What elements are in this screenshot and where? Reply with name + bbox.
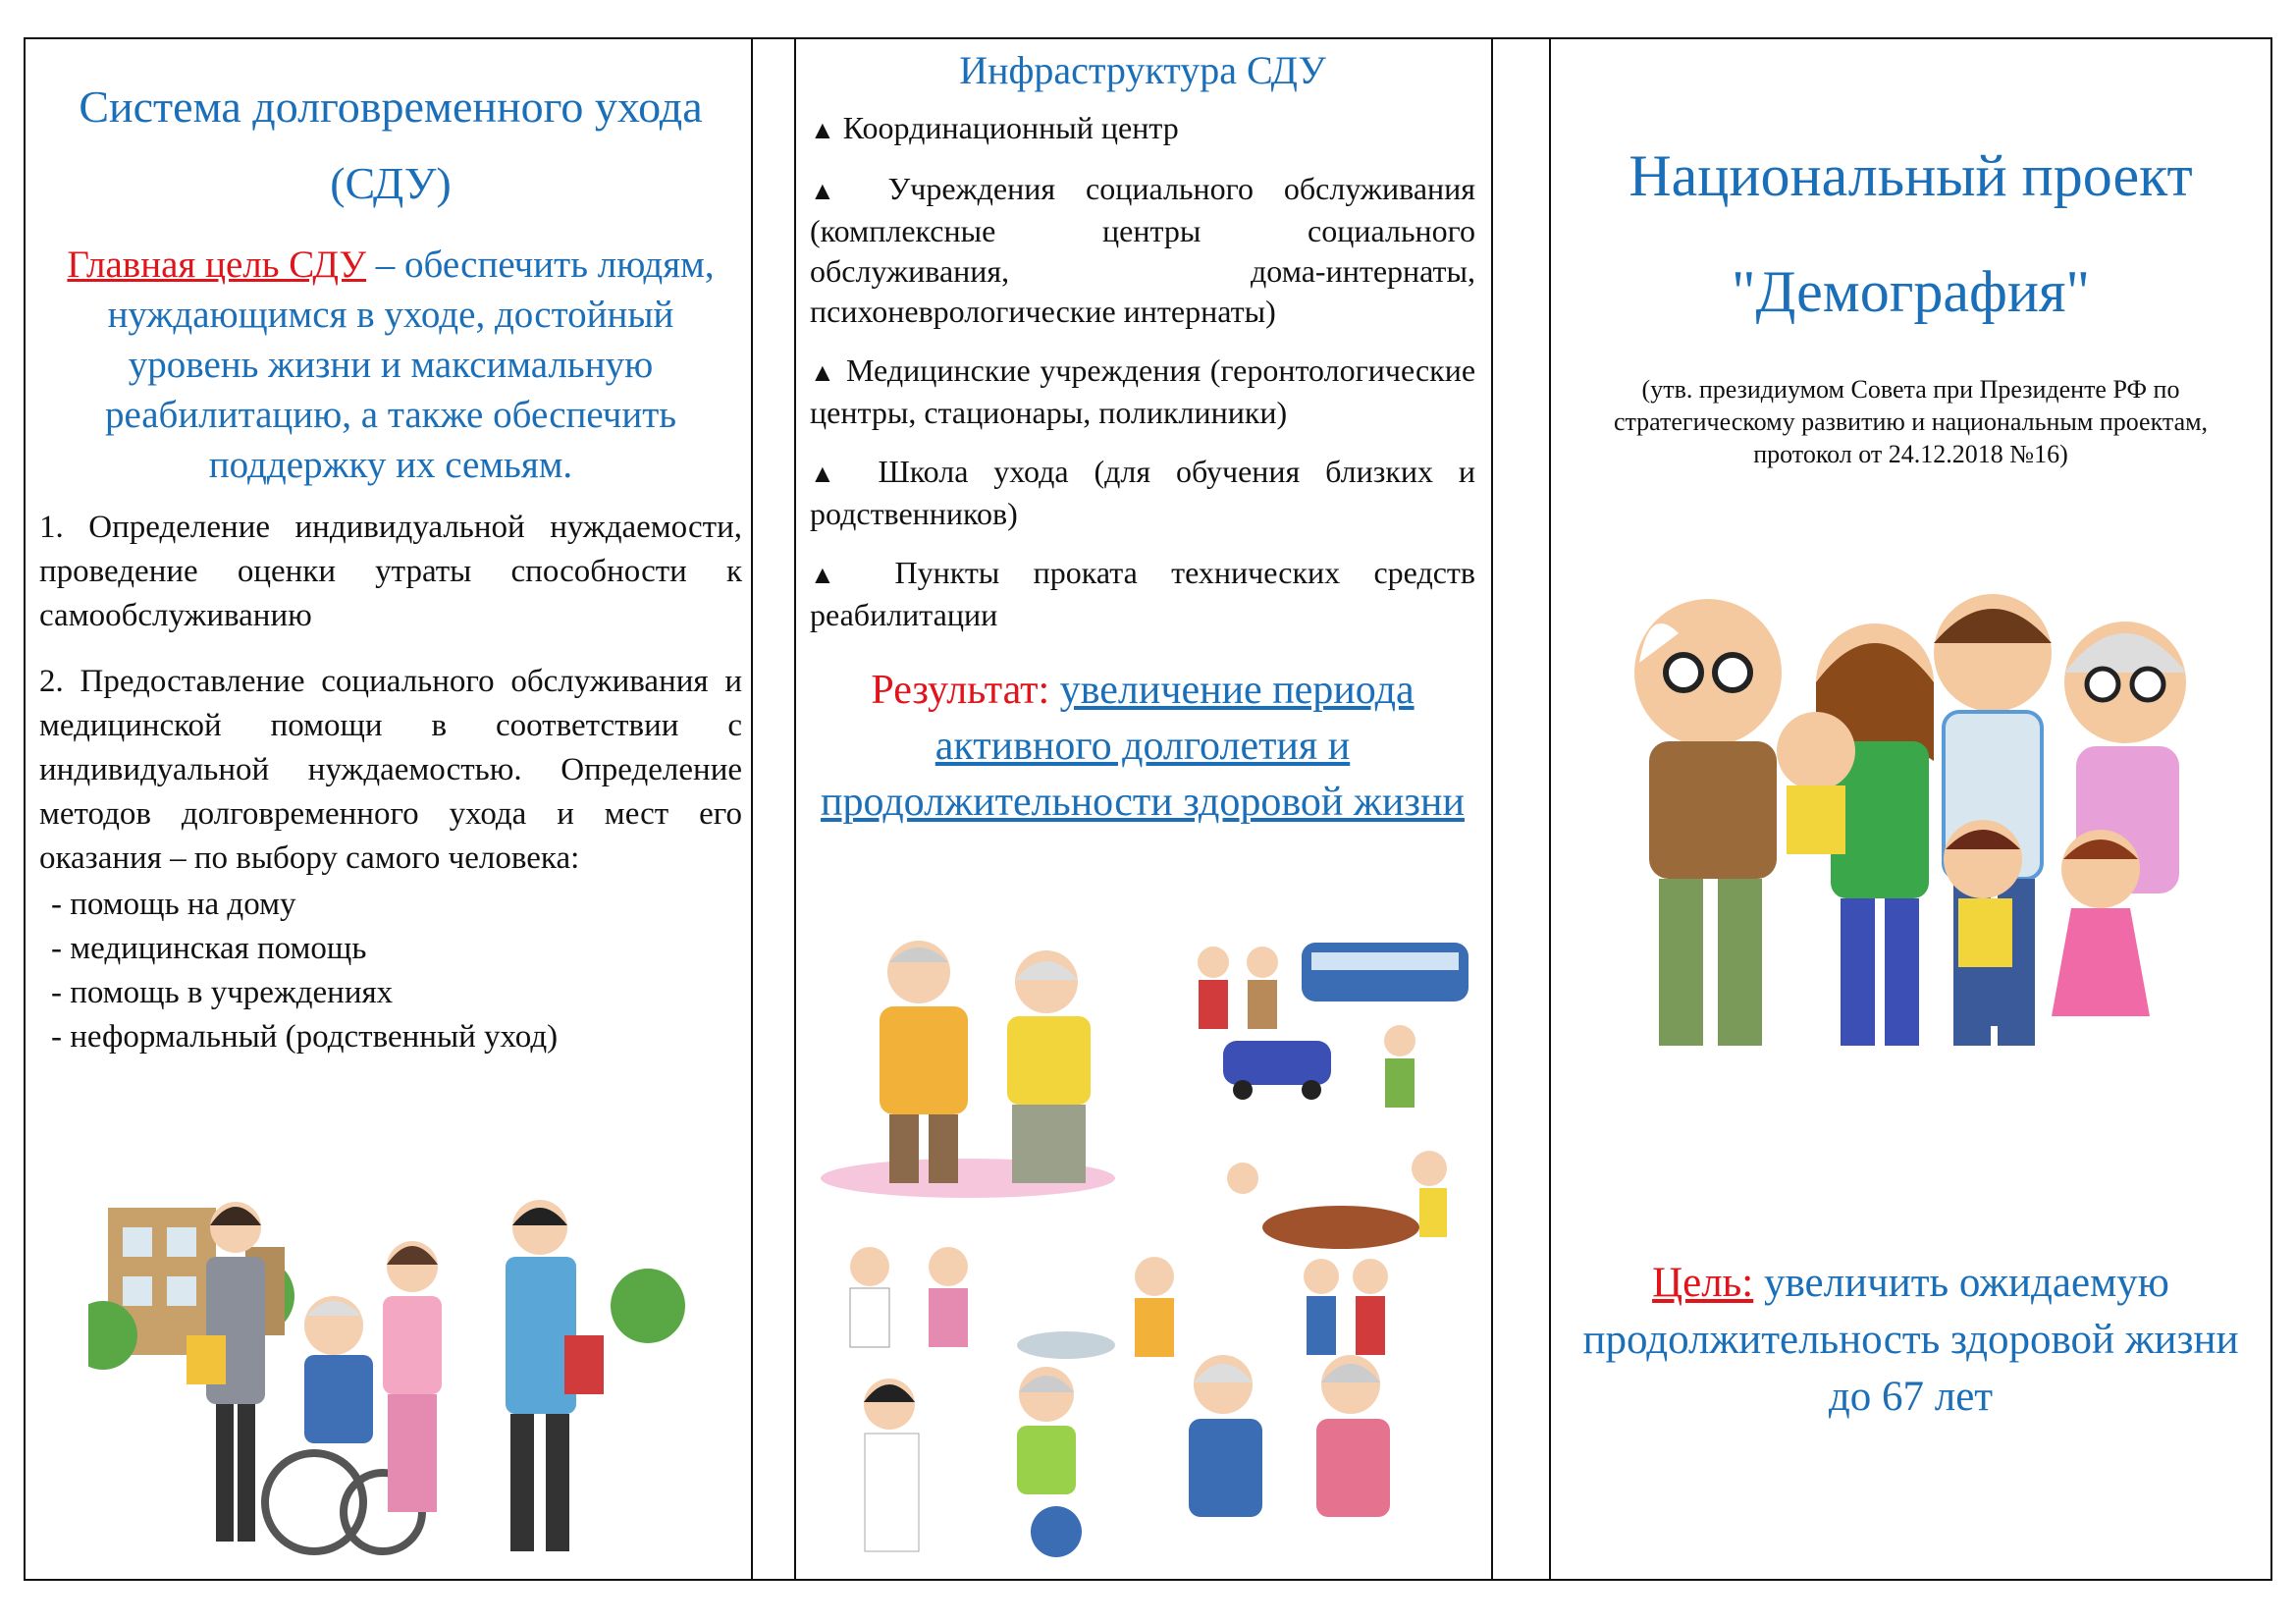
caregivers-illustration <box>88 1188 697 1561</box>
panel3-title-line2: "Демография" <box>1731 259 2091 324</box>
item-1: 1. Определение индивидуальной нуждаемости, проведение оценки утраты способности к самообслуживанию <box>39 510 742 633</box>
panel3-title-line1: Национальный проект <box>1629 143 2193 208</box>
infra-item-5: ▲ Пункты проката технических средств реабилитации <box>810 555 1476 632</box>
goal-text: – обеспечить людям, нуждающимся в уходе, достойный уровень жизни и максимальную реабилитацию, а также обеспечить поддержку их семьям. <box>104 244 715 486</box>
fold-line-3 <box>1491 37 1493 1581</box>
panel3-goal <box>1571 1255 2251 1426</box>
triangle-bullet-icon: ▲ <box>810 116 835 144</box>
panel1-goal <box>39 240 742 490</box>
panel1-title-line2: (СДУ) <box>330 158 452 208</box>
triangle-bullet-icon: ▲ <box>810 561 862 589</box>
result-label: Результат: <box>871 668 1050 713</box>
infra-item-3: ▲ Медицинские учреждения (геронтологические центры, стационары, поликлиники) <box>810 352 1476 430</box>
panel3-goal-text: увеличить ожидаемую продолжительность здоровой жизни до 67 лет <box>1582 1260 2239 1420</box>
triangle-bullet-icon: ▲ <box>810 358 837 387</box>
approval-note: (утв. президиумом Совета при Президенте РФ по стратегическому развитию и национальным проектам, протокол от 24.12.2018 №16) <box>1613 375 2209 468</box>
panel1-title <box>39 69 742 222</box>
care-option: - помощь в учреждениях <box>51 975 394 1010</box>
infra-item-4: ▲ Школа ухода (для обучения близких и родственников) <box>810 454 1476 531</box>
result <box>810 663 1475 831</box>
infra-item-1: ▲ Координационный центр <box>810 110 1179 145</box>
infra-item-2: ▲ Учреждения социального обслуживания (комплексные центры социального обслуживания, дома-интернаты, психоневрологические интернаты) <box>810 171 1476 329</box>
goal-label: Главная цель СДУ <box>67 244 367 286</box>
care-option: - медицинская помощь <box>51 931 367 966</box>
item-2: 2. Предоставление социального обслуживания и медицинской помощи в соответствии с индивидуальной нуждаемостью. Определение методов долговременного ухода и мест его оказания – по выбору самого человека: <box>39 664 742 876</box>
triangle-bullet-icon: ▲ <box>810 177 858 205</box>
care-option: - неформальный (родственный уход) <box>51 1019 559 1055</box>
care-option: - помощь на дому <box>51 887 296 922</box>
panel3-goal-label: Цель: <box>1652 1260 1754 1306</box>
care-options-list <box>39 883 742 1059</box>
triangle-bullet-icon: ▲ <box>810 460 853 488</box>
panel3-title <box>1571 118 2251 350</box>
family-illustration <box>1590 565 2243 1075</box>
result-text: увеличение периода активного долголетия и продолжительности здоровой жизни <box>821 668 1465 825</box>
active-elderly-collage <box>811 923 1488 1571</box>
panel2-title: Инфраструктура СДУ <box>959 48 1326 92</box>
panel1-title-line1: Система долговременного ухода <box>79 81 703 132</box>
